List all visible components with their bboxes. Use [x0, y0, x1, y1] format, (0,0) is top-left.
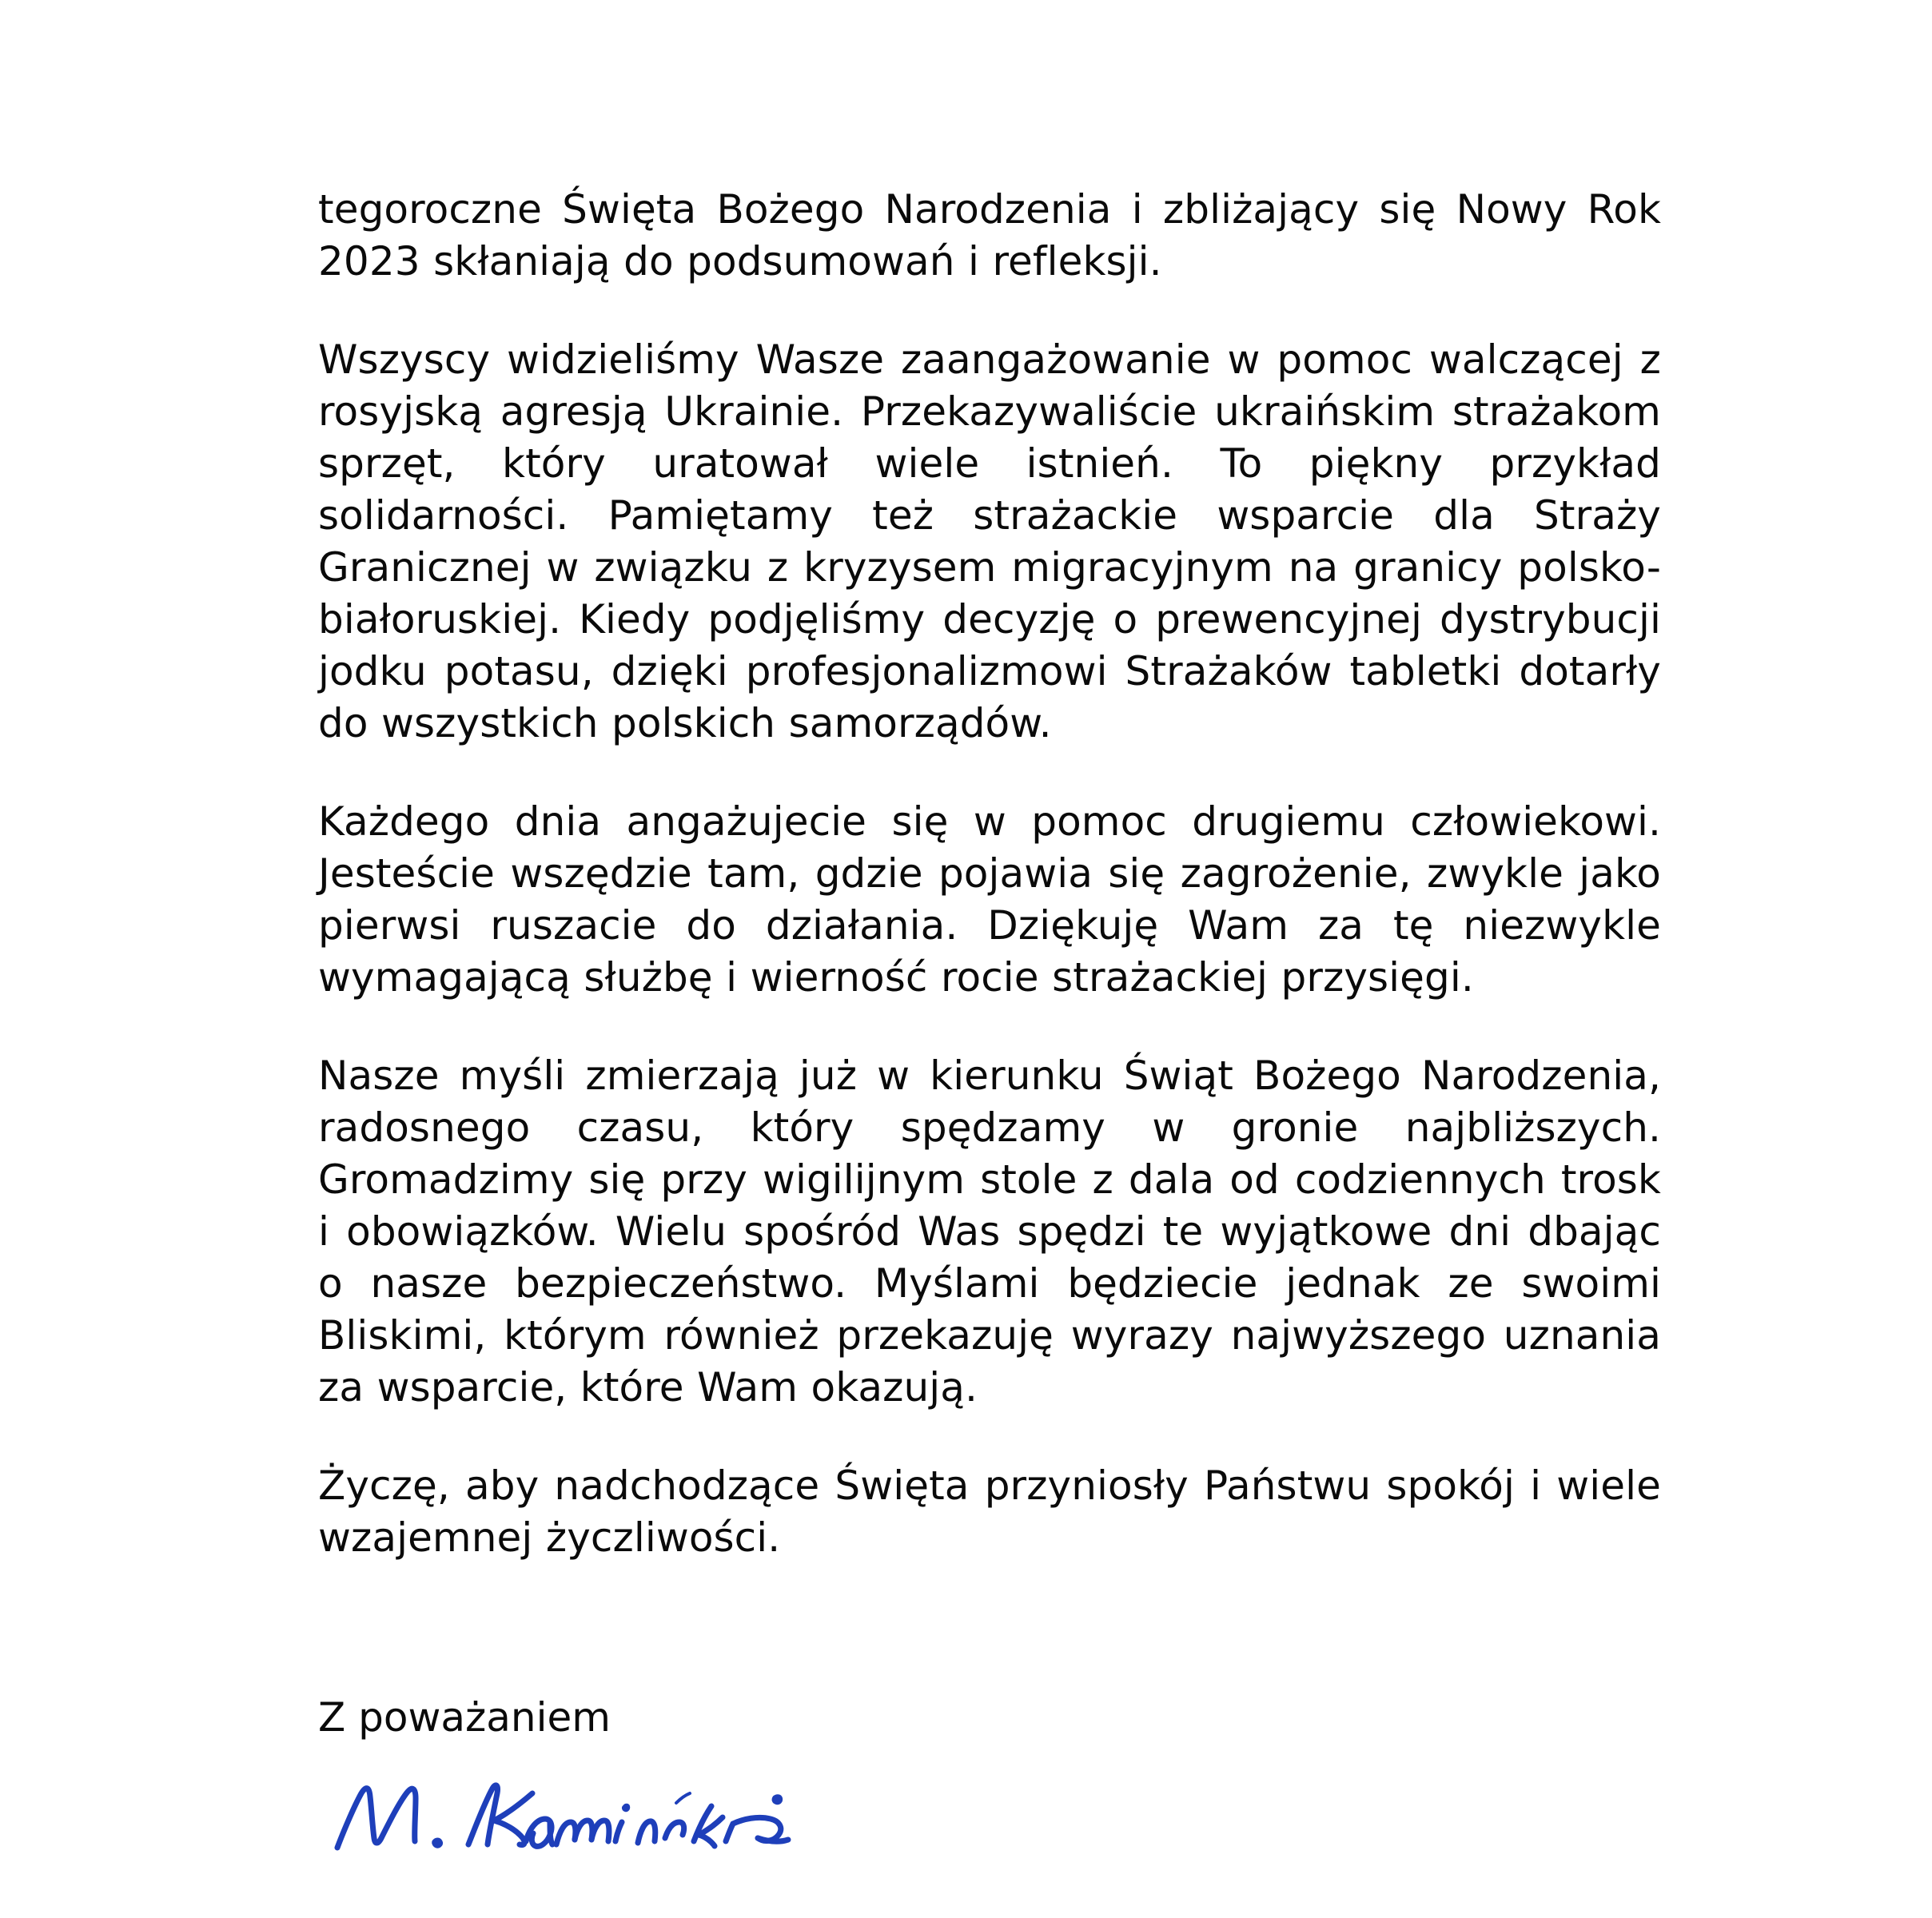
letter-paragraph-3: Każdego dnia angażujecie się w pomoc drugiemu człowiekowi. Jesteście wszędzie tam, gdzie pojawia się zagrożenie, zwykle jako pierwsi ruszacie do działania. Dziękuję Wam za tę niezwykle wymagającą służbę i wierność rocie strażackiej przysięgi. — [318, 798, 1661, 1001]
closing-salutation: Z poważaniem — [318, 1694, 611, 1741]
signature-mark — [326, 1758, 822, 1878]
letter-paragraph-4: Nasze myśli zmierzają już w kierunku Świąt Bożego Narodzenia, radosnego czasu, który spędzamy w gronie najbliższych. Gromadzimy się przy wigilijnym stole z dala od codziennych trosk i obowiązków. Wielu spośród Was spędzi te wyjątkowe dni dbając o nasze bezpieczeństwo. Myślami będziecie jednak ze swoimi Bliskimi, którym również przekazuję wyrazy najwyższego uznania za wsparcie, które Wam okazują. — [318, 1053, 1661, 1411]
letter-paragraph-1: tegoroczne Święta Bożego Narodzenia i zbliżający się Nowy Rok 2023 skłaniają do podsumowań i refleksji. — [318, 186, 1661, 285]
closing-block — [318, 1692, 1661, 1878]
letter-paragraph-2: Wszyscy widzieliśmy Wasze zaangażowanie w pomoc walczącej z rosyjską agresją Ukrainie. Przekazywaliście ukraińskim strażakom sprzęt, który uratował wiele istnień. To piękny przykład solidarności. Pamiętamy też strażackie wsparcie dla Straży Granicznej w związku z kryzysem migracyjnym na granicy polsko-białoruskiej. Kiedy podjęliśmy decyzję o prewencyjnej dystrybucji jodku potasu, dzięki profesjonalizmowi Strażaków tabletki dotarły do wszystkich polskich samorządów. — [318, 336, 1661, 746]
signature — [326, 1758, 822, 1878]
letter-paragraph-5: Życzę, aby nadchodzące Święta przyniosły Państwu spokój i wiele wzajemnej życzliwości. — [318, 1462, 1661, 1561]
letter-body — [318, 184, 1661, 1564]
